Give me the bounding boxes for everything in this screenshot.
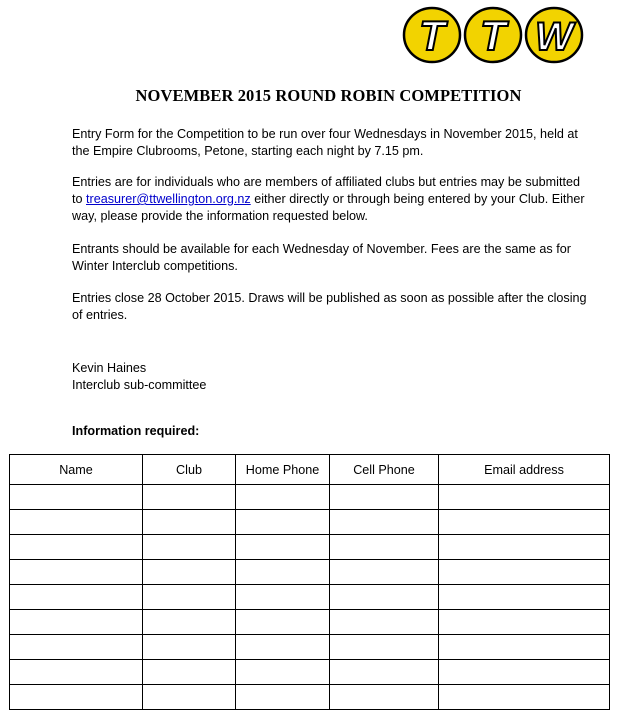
entry-cell-cell-phone[interactable] bbox=[330, 660, 439, 685]
table-row bbox=[10, 510, 610, 535]
table-row bbox=[10, 635, 610, 660]
table-row bbox=[10, 660, 610, 685]
logo-disc-t2 bbox=[465, 8, 521, 62]
entry-cell-club[interactable] bbox=[143, 635, 236, 660]
svg-text:T: T bbox=[480, 12, 506, 59]
entry-cell-home-phone[interactable] bbox=[236, 585, 330, 610]
entry-cell-email[interactable] bbox=[439, 535, 610, 560]
column-header-home-phone: Home Phone bbox=[236, 455, 330, 485]
entry-cell-cell-phone[interactable] bbox=[330, 535, 439, 560]
entries-text-start: Entries are for individuals who are members of affiliated clubs but entries may be submitted to bbox=[72, 175, 580, 206]
ttw-logo bbox=[402, 6, 584, 64]
entry-cell-cell-phone[interactable] bbox=[330, 685, 439, 710]
entry-cell-email[interactable] bbox=[439, 560, 610, 585]
table-body bbox=[10, 485, 610, 710]
entry-cell-name[interactable] bbox=[10, 610, 143, 635]
entry-cell-name[interactable] bbox=[10, 510, 143, 535]
treasurer-email-link[interactable]: treasurer@ttwellington.org.nz bbox=[86, 192, 251, 206]
entry-cell-cell-phone[interactable] bbox=[330, 585, 439, 610]
closing-paragraph: Entries close 28 October 2015. Draws will be published as soon as possible after the closing of entries. bbox=[72, 291, 587, 322]
table-row bbox=[10, 610, 610, 635]
entry-cell-home-phone[interactable] bbox=[236, 610, 330, 635]
entry-cell-name[interactable] bbox=[10, 585, 143, 610]
column-header-cell-phone: Cell Phone bbox=[330, 455, 439, 485]
page-title: NOVEMBER 2015 ROUND ROBIN COMPETITION bbox=[135, 86, 522, 105]
entry-cell-home-phone[interactable] bbox=[236, 485, 330, 510]
entry-cell-home-phone[interactable] bbox=[236, 510, 330, 535]
entry-cell-cell-phone[interactable] bbox=[330, 610, 439, 635]
svg-text:T: T bbox=[419, 12, 445, 59]
entry-cell-name[interactable] bbox=[10, 560, 143, 585]
table-row bbox=[10, 585, 610, 610]
information-required-label: Information required: bbox=[72, 424, 200, 438]
column-header-name: Name bbox=[10, 455, 143, 485]
svg-text:W: W bbox=[535, 15, 573, 59]
entry-cell-club[interactable] bbox=[143, 685, 236, 710]
entry-cell-cell-phone[interactable] bbox=[330, 560, 439, 585]
entry-cell-home-phone[interactable] bbox=[236, 660, 330, 685]
entry-cell-home-phone[interactable] bbox=[236, 560, 330, 585]
signature-name: Kevin Haines bbox=[72, 361, 147, 375]
entries-paragraph bbox=[72, 174, 592, 225]
logo-disc-w bbox=[526, 8, 582, 62]
entries-text-end: either directly or through being entered by your Club. Either way, please provide the information requested below. bbox=[72, 192, 585, 223]
entry-cell-cell-phone[interactable] bbox=[330, 485, 439, 510]
table-row bbox=[10, 485, 610, 510]
logo-disc-t1 bbox=[404, 8, 460, 62]
table-row bbox=[10, 685, 610, 710]
availability-paragraph: Entrants should be available for each Wednesday of November. Fees are the same as for Winter Interclub competitions. bbox=[72, 242, 571, 273]
signature-role: Interclub sub-committee bbox=[72, 378, 207, 392]
table-row bbox=[10, 535, 610, 560]
signature-block bbox=[72, 360, 592, 394]
column-header-email: Email address bbox=[439, 455, 610, 485]
entry-cell-email[interactable] bbox=[439, 585, 610, 610]
intro-paragraph: Entry Form for the Competition to be run over four Wednesdays in November 2015, held at the Empire Clubrooms, Petone, starting each night by 7.15 pm. bbox=[72, 127, 578, 158]
entry-cell-club[interactable] bbox=[143, 610, 236, 635]
entry-cell-home-phone[interactable] bbox=[236, 635, 330, 660]
table-row bbox=[10, 560, 610, 585]
entry-cell-cell-phone[interactable] bbox=[330, 635, 439, 660]
entry-cell-club[interactable] bbox=[143, 585, 236, 610]
entry-cell-email[interactable] bbox=[439, 485, 610, 510]
entry-cell-name[interactable] bbox=[10, 485, 143, 510]
entry-cell-email[interactable] bbox=[439, 635, 610, 660]
entry-cell-cell-phone[interactable] bbox=[330, 510, 439, 535]
entry-cell-email[interactable] bbox=[439, 685, 610, 710]
entry-cell-club[interactable] bbox=[143, 560, 236, 585]
entry-cell-name[interactable] bbox=[10, 635, 143, 660]
entry-cell-email[interactable] bbox=[439, 660, 610, 685]
entry-cell-name[interactable] bbox=[10, 535, 143, 560]
entry-cell-club[interactable] bbox=[143, 510, 236, 535]
table-header-row bbox=[10, 455, 610, 485]
entry-cell-home-phone[interactable] bbox=[236, 535, 330, 560]
entry-cell-club[interactable] bbox=[143, 660, 236, 685]
entry-cell-club[interactable] bbox=[143, 535, 236, 560]
entry-cell-email[interactable] bbox=[439, 610, 610, 635]
entry-cell-home-phone[interactable] bbox=[236, 685, 330, 710]
entry-cell-email[interactable] bbox=[439, 510, 610, 535]
entry-table bbox=[9, 454, 610, 710]
entry-cell-name[interactable] bbox=[10, 660, 143, 685]
entry-cell-name[interactable] bbox=[10, 685, 143, 710]
entry-cell-club[interactable] bbox=[143, 485, 236, 510]
column-header-club: Club bbox=[143, 455, 236, 485]
